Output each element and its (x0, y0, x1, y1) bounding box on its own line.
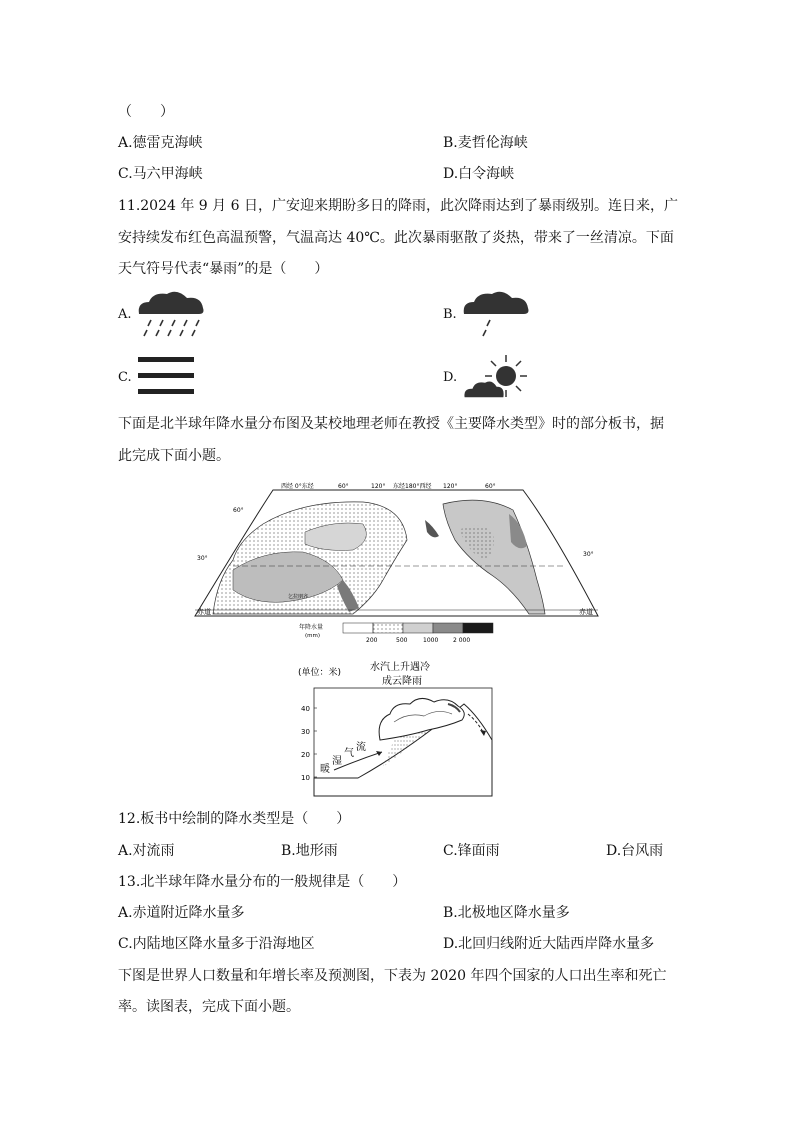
partly-cloudy-icon[interactable] (460, 352, 535, 406)
legend-value: 200 (366, 637, 378, 644)
y-tick: 40 (301, 705, 310, 713)
map-equator-left: 赤道 (197, 608, 211, 616)
legend-value: 500 (396, 637, 408, 644)
q12-option-c[interactable]: C.锋面雨 (443, 843, 500, 859)
light-rain-cloud-icon[interactable] (460, 288, 535, 342)
q13-option-c[interactable]: C.内陆地区降水量多于沿海地区 (118, 936, 315, 952)
q12-option-b[interactable]: B.地形雨 (281, 843, 338, 859)
orographic-rain-diagram (298, 660, 503, 800)
q13-stem: 13.北半球年降水量分布的一般规律是（ ） (118, 874, 407, 890)
intro1-line1: 下面是北半球年降水量分布图及某校地理老师在教授《主要降水类型》时的部分板书，据 (118, 416, 664, 432)
diagram-title-line1: 水汽上升遇冷 (370, 662, 430, 673)
q11-label-b[interactable]: B. (443, 307, 457, 322)
q12-stem: 12.板书中绘制的降水类型是（ ） (118, 811, 351, 827)
flow-char: 湿 (332, 756, 342, 767)
intro2-line1: 下图是世界人口数量和年增长率及预测图，下表为 2020 年四个国家的人口出生率和死亡 (118, 968, 667, 984)
q11-label-a[interactable]: A. (118, 307, 132, 322)
map-lon-label: 120° (443, 483, 458, 490)
diagram-title-line2: 成云降雨 (382, 676, 422, 687)
q11-stem-line2: 安持续发布红色高温预警，气温高达 40℃。此次暴雨驱散了炎热，带来了一丝清凉。下面 (118, 230, 674, 246)
q10-option-d[interactable]: D.白令海峡 (443, 166, 515, 182)
map-lon-label: 120° (371, 483, 386, 490)
intro1-line2: 此完成下面小题。 (118, 448, 230, 464)
fog-icon[interactable] (138, 354, 198, 403)
legend-title: 年降水量 (299, 624, 324, 631)
flow-char: 暖 (320, 764, 330, 775)
y-tick: 30 (301, 728, 310, 736)
map-lon-label: 东经180°西经 (393, 483, 432, 490)
intro2-line2: 率。读图表，完成下面小题。 (118, 999, 300, 1015)
q11-label-c[interactable]: C. (118, 370, 132, 385)
legend-value: 1000 (423, 637, 439, 644)
map-equator-right: 赤道 (579, 608, 593, 616)
precipitation-map (193, 480, 603, 650)
map-note: 乞拉朋齐 (288, 594, 309, 600)
map-lat-60: 60° (233, 507, 244, 514)
y-tick: 20 (301, 751, 310, 759)
q13-option-d[interactable]: D.北回归线附近大陆西岸降水量多 (443, 936, 655, 952)
q13-option-a[interactable]: A.赤道附近降水量多 (118, 905, 245, 921)
flow-char: 气 (344, 748, 354, 759)
map-lat-30-right: 30° (583, 551, 594, 558)
q10-option-b[interactable]: B.麦哲伦海峡 (443, 135, 528, 151)
flow-char: 流 (356, 742, 366, 753)
map-lat-30: 30° (197, 555, 208, 562)
map-lon-label: 60° (485, 483, 496, 490)
q11-stem-line1: 11.2024 年 9 月 6 日，广安迎来期盼多日的降雨，此次降雨达到了暴雨级别。连日来，广 (118, 198, 678, 214)
q13-option-b[interactable]: B.北极地区降水量多 (443, 905, 570, 921)
q10-paren: （ ） (118, 104, 174, 120)
q11-stem-line3: 天气符号代表“暴雨”的是（ ） (118, 261, 329, 277)
y-tick: 10 (301, 774, 310, 782)
q10-option-a[interactable]: A.德雷克海峡 (118, 135, 203, 151)
q12-option-d[interactable]: D.台风雨 (606, 843, 664, 859)
map-lon-label: 西经 0°东经 (281, 483, 314, 490)
q10-option-c[interactable]: C.马六甲海峡 (118, 166, 203, 182)
legend-unit: (mm) (305, 633, 321, 639)
heavy-rain-cloud-icon[interactable] (135, 288, 210, 342)
diagram-unit: (单位：米) (298, 668, 342, 678)
map-lon-label: 60° (338, 483, 349, 490)
q11-label-d[interactable]: D. (443, 370, 458, 385)
legend-value: 2 000 (453, 637, 471, 644)
q12-option-a[interactable]: A.对流雨 (118, 843, 175, 859)
